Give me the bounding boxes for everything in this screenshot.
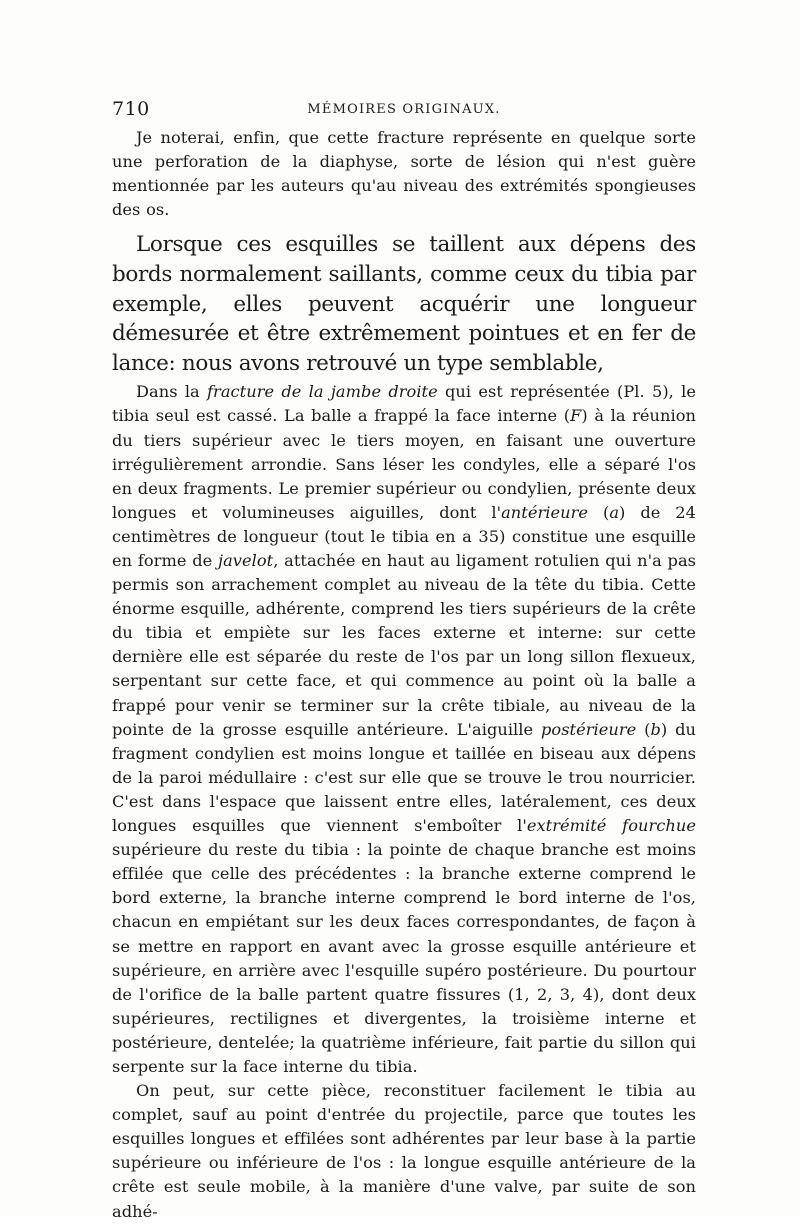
paragraph-esquilles-intro: Lorsque ces esquilles se taillent aux dépens des bords normalement saillants, comme ceux du tibia par exemple, elles peuvent acquérir une longueur démesurée et être extrêmement pointues et en fer de lance: nous avons retrouvé un type semblable, xyxy=(112,232,696,376)
text-run: Dans la xyxy=(136,382,208,402)
italic-run: antérieure xyxy=(501,502,589,522)
italic-run: extrémité fourchue xyxy=(526,816,696,836)
paragraph-fracture-description xyxy=(112,380,696,1079)
italic-run: F xyxy=(570,406,582,426)
text-run: supérieure du reste du tibia : la pointe de chaque branche est moins effilée que celle des précédentes : la branche externe comprend le bord externe, la branche interne comprend le bord interne de l'os, chacun en empiétant sur les deux faces correspondantes, de façon à se mettre en rapport en avant avec la grosse esquille antérieure et supérieure, en arrière avec l'esquille supéro postérieure. Du pourtour de l'orifice de la balle partent quatre fissures (1, 2, 3, 4), dont deux supérieures, rectilignes et divergentes, la troisième interne et postérieure, dentelée; la quatrième inférieure, fait partie du sillon qui serpente sur la face interne du tibia. xyxy=(112,840,696,1076)
italic-run: b xyxy=(650,719,661,739)
paragraph-reconstitution: On peut, sur cette pièce, reconstituer facilement le tibia au complet, sauf au point d'entrée du projectile, parce que toutes les esquilles longues et effilées sont adhérentes par leur base à la partie supérieure ou inférieure de l'os : la longue esquille antérieure de la crête est seule mobile, à la manière d'une valve, par suite de son adhé- xyxy=(112,1081,696,1221)
text-run: ) du fragment condylien est moins longue et taillée en biseau aux dépens de la paroi médullaire : c'est sur elle que se trouve le trou nourricier. C'est dans l'espace que laissent entre elles, latéralement, ces deux longues esquilles que viennent s'emboîter l' xyxy=(112,719,697,836)
text-run: ( xyxy=(636,719,651,739)
italic-run: a xyxy=(609,502,620,522)
italic-run: javelot xyxy=(218,551,274,570)
text-run: qui est représentée (Pl. 5), le tibia seul est cassé. La balle a frappé la face interne ( xyxy=(112,382,696,426)
body-text xyxy=(112,126,696,1224)
text-run: ) à la réunion du tiers supérieur avec le tiers moyen, en faisant une ouverture irrégulièrement arrondie. Sans léser les condyles, elle a séparé l'os en deux fragments. Le premier supérieur ou condylien, présente deux longues et volumineuses aiguilles, dont l' xyxy=(112,406,696,522)
italic-run: postérieure xyxy=(540,719,637,739)
page-number: 710 xyxy=(112,98,150,120)
page-header xyxy=(112,98,696,122)
text-run: ( xyxy=(588,502,610,522)
italic-run: fracture de la jambe droite xyxy=(207,382,438,402)
text-run: , attachée en haut au ligament rotulien qui n'a pas permis son arrachement complet au niveau de la tête du tibia. Cette énorme esquille, adhérente, comprend les tiers supérieurs de la crête du tibia et empiète sur les faces externe et interne: sur cette dernière elle est séparée du reste de l'os par un long sillon flexueux, serpentant sur cette face, et qui commence au point où la balle a frappé pour venir se terminer sur la crête tibiale, au niveau de la pointe de la grosse esquille antérieure. L'aiguille xyxy=(112,551,696,739)
running-head: MÉMOIRES ORIGINAUX. xyxy=(307,102,501,117)
paragraph-perforation: Je noterai, enfin, que cette fracture représente en quelque sorte une perforation de la diaphyse, sorte de lésion qui n'est guère mentionnée par les auteurs qu'au niveau des extrémités spongieuses des os. xyxy=(112,128,696,220)
text-run: ) de 24 centimètres de longueur (tout le tibia en a 35) constitue une esquille en forme de xyxy=(112,502,697,570)
